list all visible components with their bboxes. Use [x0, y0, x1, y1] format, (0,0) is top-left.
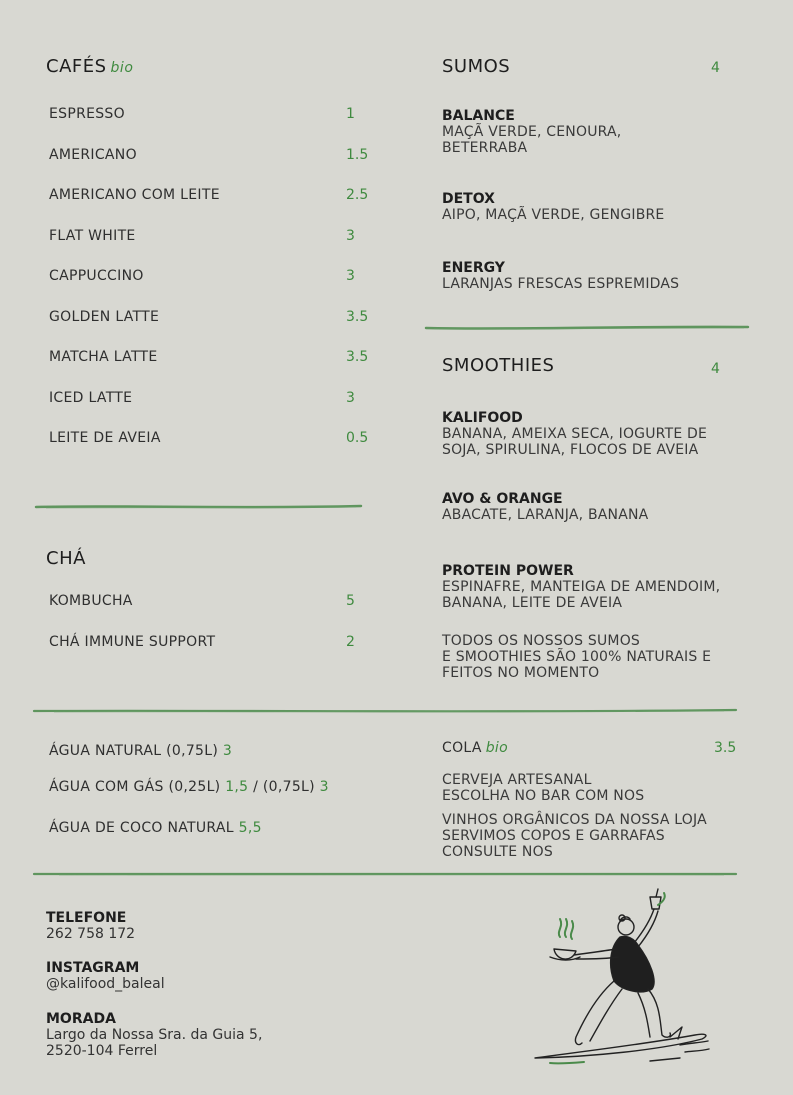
juice-desc: LARANJAS FRESCAS ESPREMIDAS: [442, 276, 680, 292]
instagram-handle[interactable]: @kalifood_baleal: [46, 976, 165, 992]
address-line: Largo da Nossa Sra. da Guia 5,: [46, 1027, 263, 1043]
menu-price: 3.5: [346, 349, 369, 365]
note-line: VINHOS ORGÂNICOS DA NOSSA LOJA: [442, 812, 707, 828]
cerveja-item: [442, 772, 644, 804]
menu-price: 3.5: [346, 309, 369, 325]
brush-divider: [34, 870, 739, 878]
brush-divider: [426, 324, 751, 332]
menu-price: 1: [346, 106, 355, 122]
menu-price: 3: [346, 228, 355, 244]
instagram-label: INSTAGRAM: [46, 960, 140, 976]
menu-price: 2: [346, 634, 355, 650]
note-line: SERVIMOS COPOS E GARRAFAS: [442, 828, 665, 844]
note-line: TODOS OS NOSSOS SUMOS: [442, 633, 641, 649]
surfer-serving-coffee-illustration: [530, 885, 715, 1070]
menu-item: ESPRESSO: [49, 106, 125, 122]
smoothie-item: [442, 491, 648, 523]
menu-price: 0.5: [346, 430, 369, 446]
menu-item: KOMBUCHA: [49, 593, 133, 609]
smoothie-desc: ESPINAFRE, MANTEIGA DE AMENDOIM,: [442, 579, 721, 595]
smoothie-item: [442, 410, 707, 458]
drink-item: ÁGUA COM GÁS (0,25L) 1,5 / (0,75L) 3: [49, 779, 329, 795]
note-line: E SMOOTHIES SÃO 100% NATURAIS E: [442, 649, 712, 665]
menu-item: LEITE DE AVEIA: [49, 430, 161, 446]
cola-item: COLA bio: [442, 740, 508, 756]
brush-divider: [36, 503, 366, 511]
menu-price: 2.5: [346, 187, 369, 203]
smoothies-price: 4: [711, 361, 720, 377]
cola-price: 3.5: [714, 740, 737, 756]
brush-divider: [34, 707, 739, 715]
smoothies-title: SMOOTHIES: [442, 355, 555, 376]
drink-price: 3: [222, 743, 233, 759]
cha-title: CHÁ: [46, 548, 86, 569]
menu-price: 3: [346, 268, 355, 284]
cafes-title: CAFÉS bio: [46, 56, 134, 77]
drink-item: ÁGUA NATURAL (0,75L) 3: [49, 743, 233, 759]
smoothie-name: KALIFOOD: [442, 410, 523, 426]
menu-item: MATCHA LATTE: [49, 349, 158, 365]
juice-desc: BETERRABA: [442, 140, 528, 156]
smoothie-desc: BANANA, LEITE DE AVEIA: [442, 595, 623, 611]
note-line: ESCOLHA NO BAR COM NOS: [442, 788, 645, 804]
sumos-price: 4: [711, 60, 720, 76]
juice-name: BALANCE: [442, 108, 515, 124]
bio-label: bio: [110, 60, 134, 76]
smoothie-desc: SOJA, SPIRULINA, FLOCOS DE AVEIA: [442, 442, 699, 458]
address-line: 2520-104 Ferrel: [46, 1043, 158, 1059]
note-line: CONSULTE NOS: [442, 844, 553, 860]
menu-price: 1.5: [346, 147, 369, 163]
drink-price: 5,5: [238, 820, 262, 836]
smoothie-name: PROTEIN POWER: [442, 563, 574, 579]
drink-price: 3: [319, 779, 329, 795]
juice-name: DETOX: [442, 191, 495, 207]
menu-item: FLAT WHITE: [49, 228, 136, 244]
juice-name: ENERGY: [442, 260, 505, 276]
vinhos-item: [442, 812, 707, 860]
contact-block: [46, 910, 262, 1059]
juice-item: [442, 260, 679, 292]
address-label: MORADA: [46, 1011, 116, 1027]
note-line: CERVEJA ARTESANAL: [442, 772, 592, 788]
juice-item: [442, 108, 621, 156]
menu-item: ICED LATTE: [49, 390, 133, 406]
smoothie-name: AVO & ORANGE: [442, 491, 563, 507]
juice-desc: AIPO, MAÇÃ VERDE, GENGIBRE: [442, 207, 665, 223]
juice-item: [442, 191, 664, 223]
phone-number[interactable]: 262 758 172: [46, 926, 136, 942]
bio-label: bio: [485, 740, 508, 756]
drink-price: 1,5: [225, 779, 249, 795]
menu-item: CAPPUCCINO: [49, 268, 144, 284]
juice-desc: MAÇÃ VERDE, CENOURA,: [442, 124, 622, 140]
phone-label: TELEFONE: [46, 910, 127, 926]
menu-item: AMERICANO COM LEITE: [49, 187, 220, 203]
menu-item: AMERICANO: [49, 147, 137, 163]
menu-item: CHÁ IMMUNE SUPPORT: [49, 634, 216, 650]
smoothie-item: [442, 563, 720, 611]
note-line: FEITOS NO MOMENTO: [442, 665, 600, 681]
menu-price: 5: [346, 593, 355, 609]
smoothie-desc: BANANA, AMEIXA SECA, IOGURTE DE: [442, 426, 708, 442]
sumos-title: SUMOS: [442, 56, 511, 77]
smoothie-desc: ABACATE, LARANJA, BANANA: [442, 507, 649, 523]
menu-item: GOLDEN LATTE: [49, 309, 160, 325]
drink-item: ÁGUA DE COCO NATURAL 5,5: [49, 820, 262, 836]
smoothies-note: [442, 633, 711, 681]
menu-price: 3: [346, 390, 355, 406]
